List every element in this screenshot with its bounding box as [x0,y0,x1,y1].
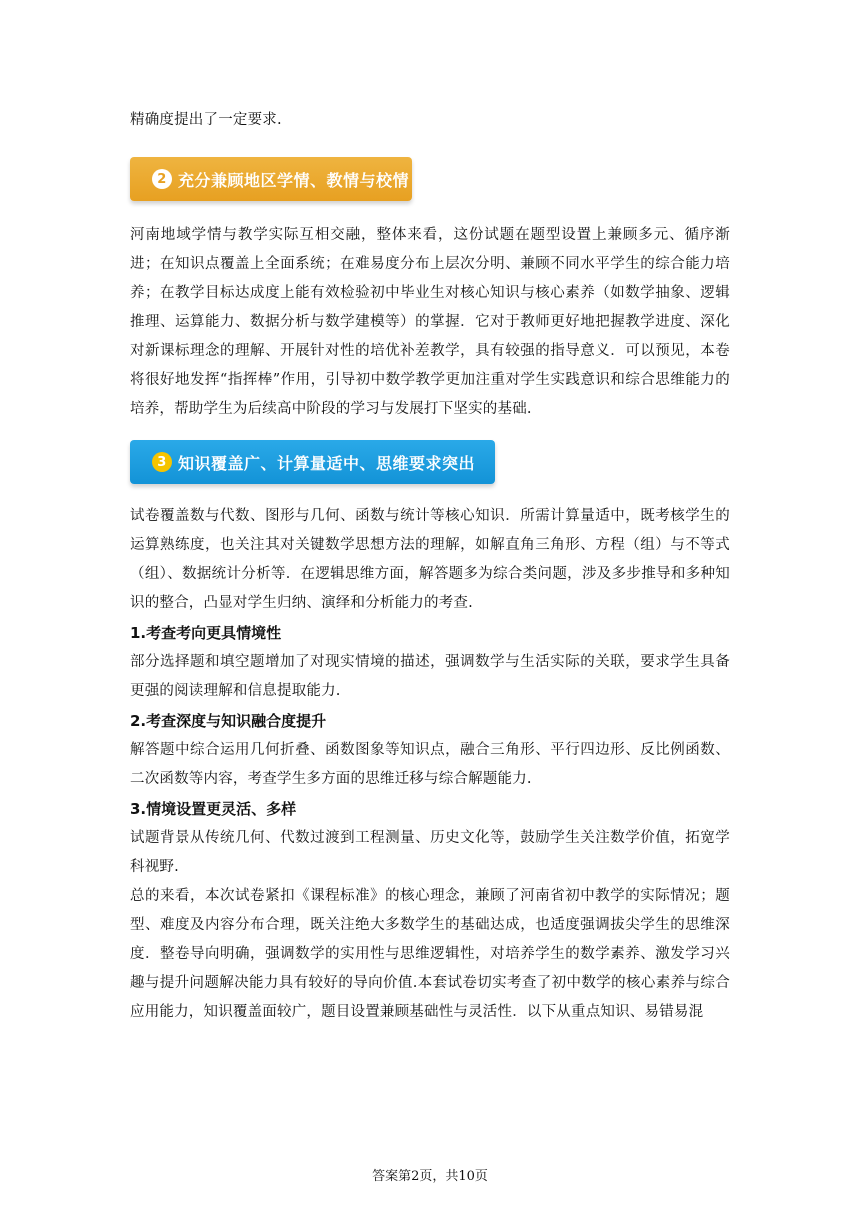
section-2-title: 充分兼顾地区学情、教情与校情 [178,170,410,190]
point-2-heading: 2.考查深度与知识融合度提升 [130,712,327,730]
point-2-text: 解答题中综合运用几何折叠、函数图象等知识点，融合三角形、平行四边形、反比例函数、二次函数等内容，考查学生多方面的思维迁移与综合解题能力. [130,742,730,787]
point-1-text: 部分选择题和填空题增加了对现实情境的描述，强调数学与生活实际的关联，要求学生具备更强的阅读理解和信息提取能力. [130,654,730,699]
point-1-heading: 1.考查考向更具情境性 [130,624,282,642]
section-3-number-badge: 3 [152,452,172,472]
section-3-paragraph: 试卷覆盖数与代数、图形与几何、函数与统计等核心知识．所需计算量适中，既考核学生的运算熟练度，也关注其对关键数学思想方法的理解，如解直角三角形、方程（组）与不等式（组）、数据统计分析等．在逻辑思维方面，解答题多为综合类问题，涉及多步推导和多种知识的整合，凸显对学生归纳、演绎和分析能力的考查. [130,508,730,611]
section-3-title: 知识覆盖广、计算量适中、思维要求突出 [178,453,476,473]
page-footer: 答案第2页，共10页 [372,1169,488,1184]
summary-paragraph: 总的来看，本次试卷紧扣《课程标准》的核心理念，兼顾了河南省初中教学的实际情况；题型、难度及内容分布合理，既关注绝大多数学生的基础达成，也适度强调拔尖学生的思维深度．整卷导向明确，强调数学的实用性与思维逻辑性，对培养学生的数学素养、激发学习兴趣与提升问题解决能力具有较好的导向价值.本套试卷切实考查了初中数学的核心素养与综合应用能力，知识覆盖面较广，题目设置兼顾基础性与灵活性．以下从重点知识、易错易混 [130,888,730,1020]
section-2-banner [130,157,412,201]
point-3-heading: 3.情境设置更灵活、多样 [130,800,297,818]
page-content [130,106,730,1027]
point-3-text: 试题背景从传统几何、代数过渡到工程测量、历史文化等，鼓励学生关注数学价值，拓宽学科视野. [130,830,730,875]
section-2-paragraph: 河南地域学情与教学实际互相交融，整体来看，这份试题在题型设置上兼顾多元、循序渐进；在知识点覆盖上全面系统；在难易度分布上层次分明、兼顾不同水平学生的综合能力培养；在教学目标达成度上能有效检验初中毕业生对核心知识与核心素养（如数学抽象、逻辑推理、运算能力、数据分析与数学建模等）的掌握．它对于教师更好地把握教学进度、深化对新课标理念的理解、开展针对性的培优补差教学，具有较强的指导意义．可以预见，本卷将很好地发挥“指挥棒”作用，引导初中数学教学更加注重对学生实践意识和综合思维能力的培养，帮助学生为后续高中阶段的学习与发展打下坚实的基础. [130,227,730,417]
intro-fragment: 精确度提出了一定要求. [130,112,282,128]
section-2-number-badge: 2 [152,169,172,189]
section-3-banner [130,440,495,484]
